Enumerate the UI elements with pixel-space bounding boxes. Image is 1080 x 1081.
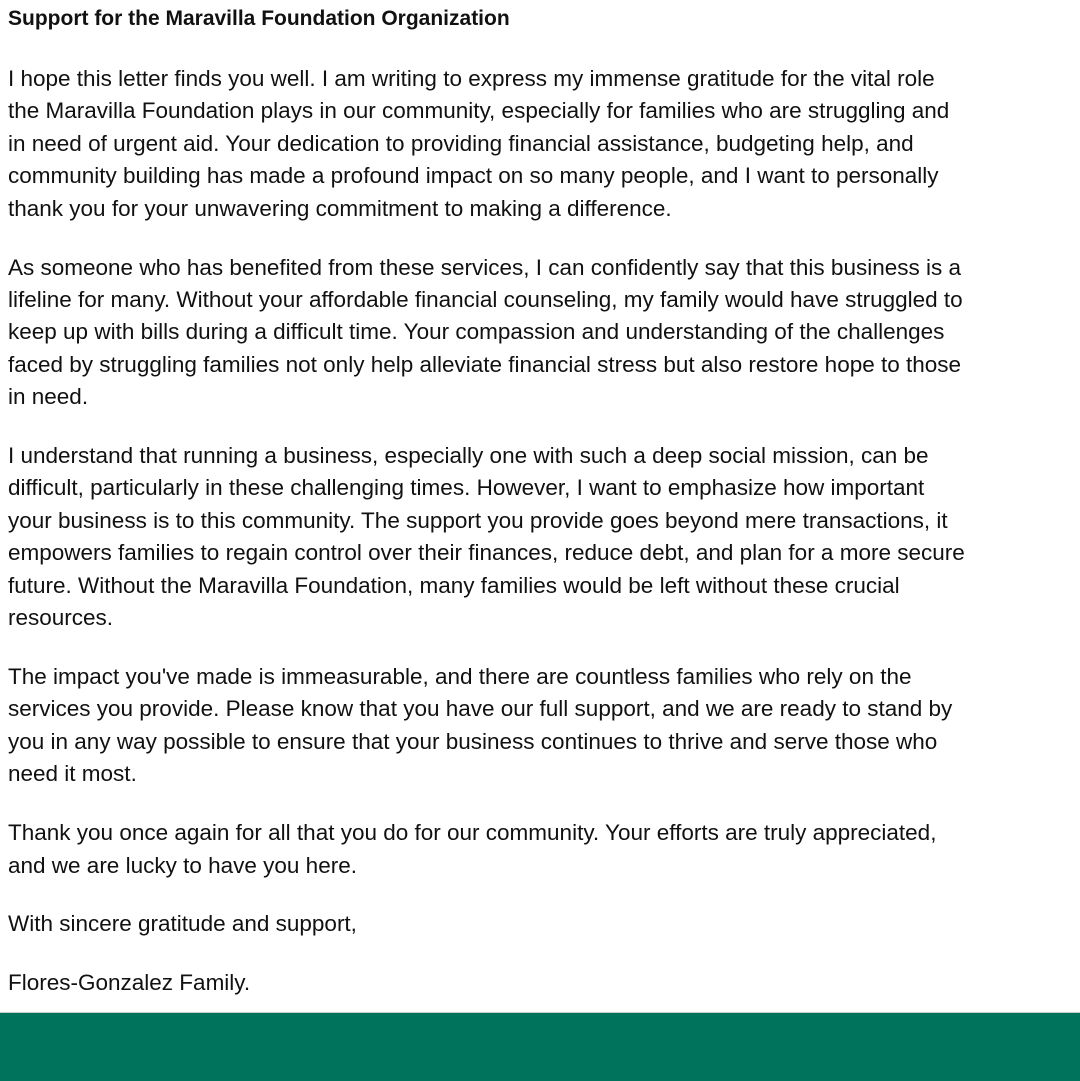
text-line: Flores-Gonzalez Family. bbox=[8, 970, 251, 996]
text-line: your business is to this community. The support you provide goes beyond mere transactions, it bbox=[8, 507, 948, 533]
text-line: difficult, particularly in these challenging times. However, I want to emphasize how important bbox=[8, 475, 925, 501]
text-line: community building has made a profound impact on so many people, and I want to personally bbox=[8, 163, 939, 189]
text-line: keep up with bills during a difficult time. Your compassion and understanding of the challenges bbox=[8, 319, 945, 345]
text-line: and we are lucky to have you here. bbox=[8, 852, 357, 878]
paragraph bbox=[8, 440, 1078, 634]
text-line: services you provide. Please know that you have our full support, and we are ready to stand by bbox=[8, 696, 953, 722]
text-line: With sincere gratitude and support, bbox=[8, 911, 357, 937]
text-line: empowers families to regain control over their finances, reduce debt, and plan for a more secure bbox=[8, 540, 965, 566]
text-line: I understand that running a business, especially one with such a deep social mission, can be bbox=[8, 443, 929, 469]
paragraph bbox=[8, 252, 1078, 414]
text-line: need it most. bbox=[8, 761, 137, 787]
paragraph bbox=[8, 817, 1078, 882]
text-line: thank you for your unwavering commitment to making a difference. bbox=[8, 195, 672, 221]
text-line: you in any way possible to ensure that your business continues to thrive and serve those who bbox=[8, 728, 938, 754]
footer-bar bbox=[0, 1012, 1080, 1081]
paragraph bbox=[8, 63, 1078, 225]
closing bbox=[8, 908, 1078, 940]
text-line: faced by struggling families not only help alleviate financial stress but also restore hope to those bbox=[8, 351, 962, 377]
text-line: The impact you've made is immeasurable, and there are countless families who rely on the bbox=[8, 664, 912, 689]
paragraph bbox=[8, 661, 1078, 791]
text-line: I hope this letter finds you well. I am writing to express my immense gratitude for the vital role bbox=[8, 66, 935, 91]
signature bbox=[8, 967, 1078, 999]
text-line: lifeline for many. Without your affordable financial counseling, my family would have struggled to bbox=[8, 286, 963, 312]
letter-body bbox=[8, 63, 1078, 1000]
text-line: in need of urgent aid. Your dedication to providing financial assistance, budgeting help, and bbox=[8, 130, 914, 156]
text-line: resources. bbox=[8, 605, 114, 631]
text-line: in need. bbox=[8, 384, 89, 410]
text-line: As someone who has benefited from these services, I can confidently say that this business is a bbox=[8, 254, 961, 280]
letter-title: Support for the Maravilla Foundation Organization bbox=[8, 7, 510, 30]
text-line: the Maravilla Foundation plays in our community, especially for families who are struggling and bbox=[8, 98, 950, 124]
text-line: future. Without the Maravilla Foundation, many families would be left without these crucial bbox=[8, 572, 900, 598]
text-line: Thank you once again for all that you do for our community. Your efforts are truly appreciated, bbox=[8, 820, 937, 846]
letter bbox=[8, 3, 1078, 1026]
